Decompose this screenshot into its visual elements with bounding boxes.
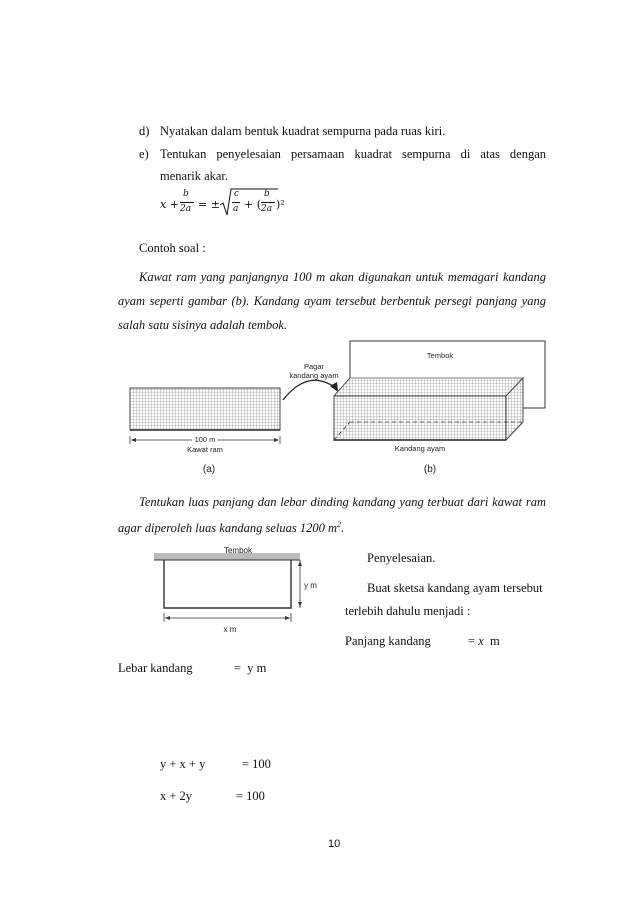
question-line2-sup: 2 xyxy=(336,520,341,529)
formula-x: x + xyxy=(160,198,179,211)
formula-2a2-den: 2a xyxy=(261,204,273,214)
sketch-xm-label: x m xyxy=(223,625,237,634)
panjang-value-var: x xyxy=(478,634,484,648)
solution-heading: Penyelesaian. xyxy=(367,551,436,565)
question-line2-suffix: . xyxy=(340,521,345,536)
panjang-value xyxy=(468,634,500,649)
figure-label-a: (a) xyxy=(202,464,216,475)
formula xyxy=(160,189,300,219)
sketch-ym-label: y m xyxy=(304,581,317,590)
solution-line2: terlebih dahulu menjadi : xyxy=(345,604,471,618)
formula-close-sq: )² xyxy=(276,198,285,211)
panjang-value-prefix: = xyxy=(468,634,479,648)
formula-2a-den: 2a xyxy=(180,204,192,214)
eq2-right: = 100 xyxy=(236,789,265,803)
item-e-text-line2: menarik akar. xyxy=(160,169,229,183)
solution-line1: Buat sketsa kandang ayam tersebut xyxy=(367,581,543,595)
kandang-ayam-label: Kandang ayam xyxy=(394,444,446,453)
eq1-left: y + x + y xyxy=(160,757,206,771)
kandang-front-panel xyxy=(334,396,506,440)
formula-eq-pm: = ± xyxy=(198,198,220,211)
problem-line2: ayam seperti gambar (b). Kandang ayam tersebut berbentuk persegi panjang yang xyxy=(118,294,546,308)
panjang-label: Panjang kandang xyxy=(345,634,431,648)
question-line2-text: agar diperoleh luas kandang seluas 1200 m xyxy=(118,521,337,536)
question-line1: Tentukan luas panjang dan lebar dinding kandang yang terbuat dari kawat ram xyxy=(139,495,546,509)
lebar-label: Lebar kandang xyxy=(118,661,193,675)
figure-label-b: (b) xyxy=(423,464,437,475)
formula-fraction-bar-2 xyxy=(232,202,240,203)
eq2-left: x + 2y xyxy=(160,789,193,803)
curved-arrow-icon xyxy=(283,380,336,400)
problem-line1: Kawat ram yang panjangnya 100 m akan digunakan untuk memagari kandang xyxy=(139,270,546,284)
item-d-text: Nyatakan dalam bentuk kuadrat sempurna pada ruas kiri. xyxy=(160,124,446,138)
kawat-ram-label: Kawat ram xyxy=(187,445,223,454)
panjang-value-unit: m xyxy=(483,634,500,648)
formula-fraction-bar-3 xyxy=(261,202,275,203)
problem-line3: salah satu sisinya adalah tembok. xyxy=(118,318,288,332)
example-heading: Contoh soal : xyxy=(139,241,206,255)
sketch-fence xyxy=(164,560,291,608)
pagar-label-2: kandang ayam xyxy=(289,371,339,380)
formula-c-num: c xyxy=(234,189,240,199)
kandang-top-mesh xyxy=(334,378,523,396)
formula-a-den: a xyxy=(233,204,239,214)
formula-b2-num: b xyxy=(264,189,270,199)
formula-fraction-bar-1 xyxy=(180,202,194,203)
item-d-marker: d) xyxy=(139,124,150,138)
item-e-marker: e) xyxy=(139,147,149,161)
lebar-value: = y m xyxy=(234,661,267,675)
figure-sketch xyxy=(150,543,335,638)
length-label: 100 m xyxy=(194,435,216,444)
sketch-tembok-label: Tembok xyxy=(223,546,253,555)
figure-kawat-kandang xyxy=(118,338,553,480)
tembok-label: Tembok xyxy=(426,351,454,360)
formula-b-num: b xyxy=(183,189,189,199)
question-line2 xyxy=(118,520,344,536)
kawat-ram-mesh xyxy=(130,388,280,430)
item-e-text-line1: Tentukan penyelesaian persamaan kuadrat sempurna di atas dengan xyxy=(160,147,546,161)
page-number: 10 xyxy=(328,838,341,850)
eq1-right: = 100 xyxy=(242,757,271,771)
formula-plus-paren: + ( xyxy=(244,198,262,211)
pagar-label-1: Pagar xyxy=(303,362,325,371)
